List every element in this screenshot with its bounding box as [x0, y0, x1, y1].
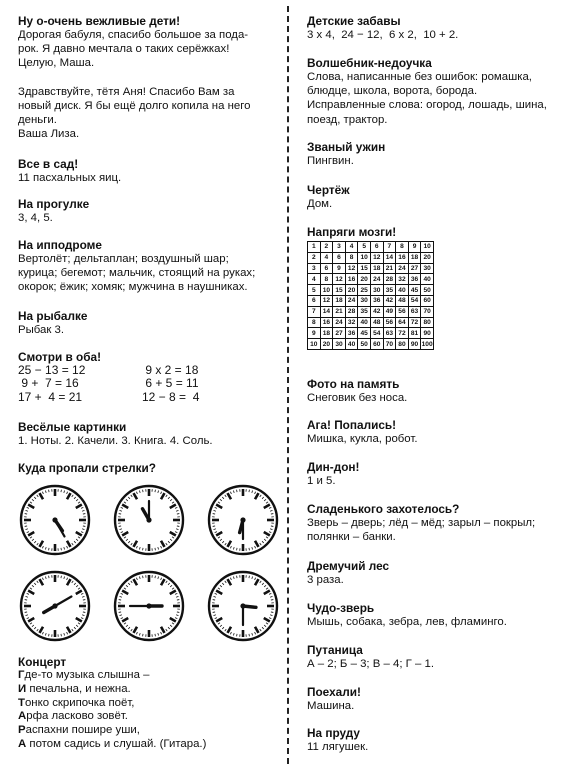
table-cell: 27	[408, 263, 421, 274]
acrostic-letter: А	[18, 710, 27, 723]
section-title: Весёлые картинки	[18, 420, 127, 434]
answer-text: 3, 4, 5.	[18, 212, 53, 224]
table-cell: 40	[421, 274, 434, 285]
table-cell: 21	[333, 306, 346, 317]
minute-tick	[49, 490, 50, 492]
section-body	[18, 28, 276, 142]
section-fishing	[18, 309, 276, 337]
minute-tick	[61, 548, 62, 550]
section-title: Детские забавы	[307, 14, 401, 28]
table-cell: 50	[421, 285, 434, 296]
table-cell: 24	[333, 317, 346, 328]
table-cell: 20	[358, 274, 371, 285]
multiplication-table	[307, 241, 434, 350]
section-ding-dong	[307, 460, 557, 488]
table-cell: 35	[383, 285, 396, 296]
text-line: новый диск. Я бы ещё долго копила на него	[18, 100, 251, 113]
clock-face-icon	[112, 569, 186, 643]
section-pond	[307, 726, 557, 754]
section-hippodrome	[18, 238, 276, 295]
minute-tick	[119, 526, 121, 527]
answer-text: 1. Ноты. 2. Качели. 3. Книга. 4. Соль.	[18, 435, 213, 447]
section-kids-fun	[307, 14, 557, 42]
minute-tick	[237, 490, 238, 492]
minute-tick	[83, 526, 85, 527]
answer-text: 3 раза.	[307, 574, 344, 586]
table-cell: 64	[396, 317, 409, 328]
section-title: Званый ужин	[307, 140, 386, 154]
text-line	[18, 71, 276, 85]
table-cell: 56	[396, 306, 409, 317]
poem-line-rest: аспахни пошире уши,	[25, 724, 140, 737]
clock-center	[52, 603, 57, 608]
answer-text: 11 пасхальных яиц.	[18, 172, 122, 184]
minute-tick	[213, 514, 215, 515]
table-cell: 30	[370, 285, 383, 296]
answer-text: 1 и 5.	[307, 475, 336, 487]
minute-tick	[155, 576, 156, 578]
table-cell: 32	[345, 317, 358, 328]
minute-tick	[177, 600, 179, 601]
table-cell: 80	[421, 317, 434, 328]
table-cell: 12	[370, 252, 383, 263]
table-row	[308, 306, 434, 317]
table-cell: 10	[308, 339, 321, 350]
table-cell: 7	[308, 306, 321, 317]
table-cell: 6	[320, 263, 333, 274]
section-body	[307, 516, 557, 544]
section-caught	[307, 418, 557, 446]
equation: 25 − 13 = 12	[18, 363, 86, 377]
table-cell: 15	[358, 263, 371, 274]
minute-tick	[155, 548, 156, 550]
table-cell: 60	[421, 295, 434, 306]
clock-face-icon	[206, 569, 280, 643]
minute-tick	[249, 490, 250, 492]
table-cell: 12	[345, 263, 358, 274]
minute-tick	[143, 490, 144, 492]
poem-line-rest: де-то музыка слышна –	[24, 669, 150, 681]
section-body	[307, 70, 557, 127]
minute-tick	[25, 526, 27, 527]
minute-tick	[83, 600, 85, 601]
minute-tick	[271, 514, 273, 515]
section-title: Концерт	[18, 655, 67, 669]
table-cell: 6	[333, 252, 346, 263]
table-cell: 36	[408, 274, 421, 285]
table-cell: 36	[370, 295, 383, 306]
text-line: окорок; ёжик; хомяк; мужчина в наушниках.	[18, 281, 248, 294]
table-cell: 7	[383, 242, 396, 253]
table-row	[308, 295, 434, 306]
answer-text: Мышь, собака, зебра, лев, фламинго.	[307, 616, 507, 628]
table-cell: 48	[370, 317, 383, 328]
table-row	[308, 252, 434, 263]
section-title: Чертёж	[307, 183, 350, 197]
poem-line-rest: рфа ласково зовёт.	[26, 710, 128, 723]
section-title: Поехали!	[307, 685, 361, 699]
minute-tick	[177, 612, 179, 613]
text-line: полянки – банки.	[307, 531, 396, 544]
table-cell: 50	[358, 339, 371, 350]
table-cell: 1	[308, 242, 321, 253]
table-cell: 27	[333, 328, 346, 339]
table-cell: 8	[396, 242, 409, 253]
clock-1	[18, 483, 98, 557]
poem-line	[18, 724, 276, 738]
table-row	[308, 242, 434, 253]
section-title: На прогулке	[18, 197, 90, 211]
table-row	[308, 339, 434, 350]
table-cell: 14	[383, 252, 396, 263]
section-title: Ага! Попались!	[307, 418, 397, 432]
equation: 17 + 4 = 21	[18, 389, 83, 404]
table-cell: 35	[358, 306, 371, 317]
text-line: поезд, трактор.	[307, 113, 388, 126]
section-title: На рыбалке	[18, 309, 88, 323]
table-cell: 60	[370, 339, 383, 350]
table-cell: 2	[320, 242, 333, 253]
table-cell: 70	[383, 339, 396, 350]
acrostic-letter: Г	[18, 669, 25, 681]
section-lets-go	[307, 685, 557, 713]
minute-tick	[213, 612, 215, 613]
table-cell: 48	[396, 295, 409, 306]
table-cell: 18	[370, 263, 383, 274]
table-cell: 49	[383, 306, 396, 317]
poem-line	[18, 669, 276, 683]
section-missing-hands	[18, 461, 276, 643]
answer-text: 3 x 4, 24 − 12, 6 x 2, 10 + 2.	[307, 29, 459, 41]
table-cell: 10	[320, 285, 333, 296]
table-cell: 9	[333, 263, 346, 274]
minute-tick	[143, 634, 144, 636]
table-cell: 40	[396, 285, 409, 296]
section-title: На ипподроме	[18, 238, 102, 252]
table-cell: 81	[408, 328, 421, 339]
minute-tick	[249, 548, 250, 550]
table-cell: 90	[421, 328, 434, 339]
clock-5	[112, 569, 192, 643]
table-cell: 2	[308, 252, 321, 263]
table-cell: 72	[408, 317, 421, 328]
clock-3	[206, 483, 286, 557]
answer-text: 11 лягушек.	[307, 741, 369, 753]
table-cell: 16	[345, 274, 358, 285]
table-cell: 36	[345, 328, 358, 339]
table-cell: 18	[333, 295, 346, 306]
table-cell: 21	[383, 263, 396, 274]
minute-tick	[249, 634, 250, 636]
clock-6	[206, 569, 286, 643]
minute-tick	[25, 600, 27, 601]
clock-4	[18, 569, 98, 643]
poem-line-rest: печальна, и нежна.	[26, 682, 131, 695]
minute-tick	[155, 634, 156, 636]
acrostic-letter: Т	[18, 696, 25, 709]
text-line: курица; бегемот; мальчик, стоящий на руках;	[18, 267, 256, 280]
section-drawing	[307, 183, 557, 211]
minute-tick	[177, 526, 179, 527]
minute-tick	[237, 548, 238, 550]
text-line: Исправленные слова: огород, лошадь, шина,	[307, 99, 547, 112]
section-title: Фото на память	[307, 377, 400, 391]
table-cell: 3	[333, 242, 346, 253]
acrostic-letter: А	[18, 737, 27, 750]
minute-tick	[271, 612, 273, 613]
table-cell: 72	[396, 328, 409, 339]
section-funny-pictures	[18, 420, 276, 448]
table-cell: 90	[408, 339, 421, 350]
table-cell: 24	[345, 295, 358, 306]
clock-grid	[18, 483, 276, 643]
minute-tick	[49, 548, 50, 550]
table-cell: 12	[333, 274, 346, 285]
section-title: Сладенького захотелось?	[307, 502, 460, 516]
table-cell: 30	[358, 295, 371, 306]
table-cell: 14	[320, 306, 333, 317]
table-cell: 63	[408, 306, 421, 317]
table-row	[308, 274, 434, 285]
table-cell: 6	[308, 295, 321, 306]
text-line: Здравствуйте, тётя Аня! Спасибо Вам за	[18, 85, 235, 98]
section-title: Путаница	[307, 643, 363, 657]
equation: 12 − 8 = 4	[142, 389, 200, 404]
table-cell: 5	[358, 242, 371, 253]
table-cell: 5	[308, 285, 321, 296]
section-concert	[18, 655, 276, 752]
minute-tick	[25, 612, 27, 613]
minute-tick	[213, 526, 215, 527]
table-cell: 8	[308, 317, 321, 328]
text-line: деньги.	[18, 114, 57, 127]
minute-tick	[83, 612, 85, 613]
clock-center	[146, 603, 151, 608]
minute-tick	[237, 634, 238, 636]
minute-tick	[143, 576, 144, 578]
table-cell: 30	[333, 339, 346, 350]
minute-tick	[143, 548, 144, 550]
answer-text: Рыбак 3.	[18, 324, 65, 336]
equation: 9 + 7 = 16	[18, 376, 79, 391]
section-apprentice-wizard	[307, 56, 557, 127]
clock-face-icon	[206, 483, 280, 557]
table-cell: 18	[408, 252, 421, 263]
equation: 9 x 2 = 18	[142, 363, 199, 377]
poem-line	[18, 683, 276, 697]
table-cell: 28	[383, 274, 396, 285]
text-line: Зверь – дверь; лёд – мёд; зарыл – покрыл;	[307, 517, 536, 529]
table-cell: 45	[408, 285, 421, 296]
table-cell: 24	[370, 274, 383, 285]
equation: 6 + 5 = 11	[142, 376, 199, 391]
section-dinner	[307, 140, 557, 168]
table-cell: 9	[408, 242, 421, 253]
minute-tick	[25, 514, 27, 515]
clock-2	[112, 483, 192, 557]
table-cell: 4	[320, 252, 333, 263]
section-title: Дремучий лес	[307, 559, 390, 573]
table-cell: 40	[345, 339, 358, 350]
text-line: Ваша Лиза.	[18, 128, 80, 141]
table-cell: 42	[383, 295, 396, 306]
table-cell: 6	[370, 242, 383, 253]
section-mix-up	[307, 643, 557, 671]
table-cell: 8	[320, 274, 333, 285]
section-title: Дин-дон!	[307, 460, 360, 474]
table-cell: 56	[383, 317, 396, 328]
table-cell: 16	[396, 252, 409, 263]
clock-center	[146, 517, 151, 522]
clock-face-icon	[112, 483, 186, 557]
table-cell: 100	[421, 340, 433, 348]
minute-tick	[61, 576, 62, 578]
minute-tick	[49, 634, 50, 636]
section-title: На пруду	[307, 726, 360, 740]
clock-center	[52, 517, 57, 522]
clock-center	[240, 603, 245, 608]
section-wonder-beast	[307, 601, 557, 629]
table-cell: 12	[320, 295, 333, 306]
text-line: Вертолёт; дельтаплан; воздушный шар;	[18, 253, 229, 265]
table-cell: 15	[333, 285, 346, 296]
section-title: Волшебник-недоучка	[307, 56, 432, 70]
minute-tick	[61, 490, 62, 492]
table-cell: 3	[308, 263, 321, 274]
section-dense-forest	[307, 559, 557, 587]
text-line: Целую, Маша.	[18, 57, 95, 70]
poem-line	[18, 738, 276, 752]
section-title: Чудо-зверь	[307, 601, 375, 615]
table-cell: 4	[308, 274, 321, 285]
table-cell: 8	[345, 252, 358, 263]
table-cell: 10	[421, 242, 434, 253]
table-cell: 10	[358, 252, 371, 263]
answer-text: Пингвин.	[307, 155, 354, 167]
minute-tick	[177, 514, 179, 515]
minute-tick	[237, 576, 238, 578]
table-cell: 54	[408, 295, 421, 306]
answer-text: Дом.	[307, 198, 333, 210]
table-cell: 18	[320, 328, 333, 339]
minute-tick	[271, 526, 273, 527]
minute-tick	[49, 576, 50, 578]
answer-text: Мишка, кукла, робот.	[307, 433, 418, 445]
minute-tick	[249, 576, 250, 578]
minute-tick	[155, 490, 156, 492]
section-brain-teaser	[307, 225, 557, 350]
section-polite-children	[18, 14, 276, 142]
column-divider	[287, 6, 289, 764]
table-cell: 24	[396, 263, 409, 274]
minute-tick	[213, 600, 215, 601]
table-cell: 16	[320, 317, 333, 328]
answer-text: Машина.	[307, 700, 355, 712]
minute-tick	[61, 634, 62, 636]
table-cell: 20	[320, 339, 333, 350]
section-walk	[18, 197, 276, 225]
section-look-both	[18, 350, 276, 404]
clock-face-icon	[18, 483, 92, 557]
table-cell: 63	[383, 328, 396, 339]
table-cell: 30	[421, 263, 434, 274]
table-cell: 20	[421, 252, 434, 263]
poem-body	[18, 669, 276, 752]
text-line: Слова, написанные без ошибок: ромашка,	[307, 71, 532, 83]
section-title: Ну о-очень вежливые дети!	[18, 14, 181, 28]
poem-line	[18, 697, 276, 711]
section-sweets	[307, 502, 557, 544]
table-row	[308, 328, 434, 339]
table-cell: 28	[345, 306, 358, 317]
answer-text: А – 2; Б – 3; В – 4; Г – 1.	[307, 658, 434, 670]
table-cell: 9	[308, 328, 321, 339]
clock-center	[240, 517, 245, 522]
section-title: Смотри в оба!	[18, 350, 102, 364]
table-cell: 80	[396, 339, 409, 350]
clock-face-icon	[18, 569, 92, 643]
text-line: блюдце, школа, ворота, борода.	[307, 85, 478, 98]
table-cell: 4	[345, 242, 358, 253]
acrostic-letter: И	[18, 682, 27, 695]
table-cell: 42	[370, 306, 383, 317]
equation-grid	[18, 364, 276, 404]
poem-line-rest: потом садись и слушай. (Гитара.)	[26, 737, 207, 750]
minute-tick	[271, 600, 273, 601]
table-cell: 54	[370, 328, 383, 339]
section-photo	[307, 377, 557, 405]
answer-text: Снеговик без носа.	[307, 392, 408, 404]
minute-tick	[119, 514, 121, 515]
table-cell: 25	[358, 285, 371, 296]
text-line: рок. Я давно мечтала о таких серёжках!	[18, 43, 230, 56]
poem-line-rest: онко скрипочка поёт,	[24, 696, 135, 709]
section-garden	[18, 157, 276, 185]
section-title: Напряги мозги!	[307, 225, 397, 239]
table-row	[308, 317, 434, 328]
poem-line	[18, 710, 276, 724]
minute-tick	[83, 514, 85, 515]
table-row	[308, 285, 434, 296]
table-cell: 70	[421, 306, 434, 317]
acrostic-letter: Р	[18, 724, 26, 737]
section-title: Куда пропали стрелки?	[18, 461, 157, 475]
table-row	[308, 263, 434, 274]
table-cell: 32	[396, 274, 409, 285]
section-body	[18, 252, 276, 295]
minute-tick	[119, 600, 121, 601]
text-line: Дорогая бабуля, спасибо большое за пода-	[18, 29, 249, 41]
minute-tick	[119, 612, 121, 613]
table-cell: 45	[358, 328, 371, 339]
table-cell: 20	[345, 285, 358, 296]
section-title: Все в сад!	[18, 157, 79, 171]
table-cell: 40	[358, 317, 371, 328]
